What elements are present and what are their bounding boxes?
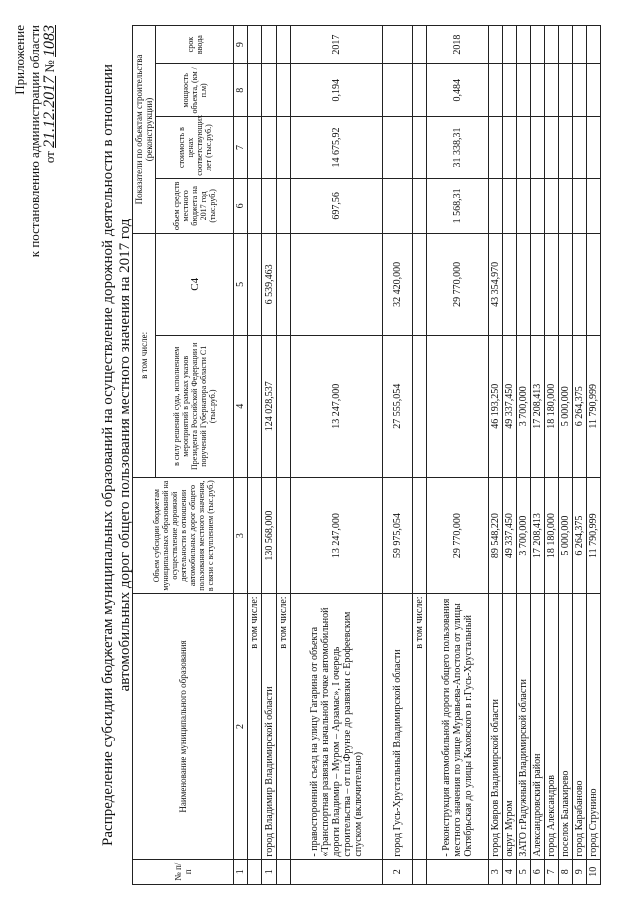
table-row	[531, 26, 545, 885]
subsidy-c1: 18 180,000	[545, 335, 559, 477]
col-term-header: срок ввода	[156, 26, 234, 64]
subsidy-c4	[517, 233, 531, 335]
commissioning-term	[277, 26, 291, 64]
municipality-name: город Карабаново	[573, 594, 587, 859]
commissioning-term	[248, 26, 262, 64]
commissioning-term	[262, 26, 277, 64]
local-budget	[517, 178, 531, 233]
subsidy-c1: 6 264,375	[573, 335, 587, 477]
object-cost	[559, 117, 573, 179]
col-name-header: Наименование муниципального образования	[133, 594, 234, 859]
subsidy-c1: 17 208,413	[531, 335, 545, 477]
local-budget	[383, 178, 413, 233]
local-budget	[531, 178, 545, 233]
col-capacity-header: мощность объекта, (км / п.м)	[156, 64, 234, 117]
col-number: 1	[234, 859, 248, 884]
row-number: 9	[573, 859, 587, 884]
object-cost	[517, 117, 531, 179]
col-number: 2	[234, 594, 248, 859]
municipality-name: город Александров	[545, 594, 559, 859]
subsidy-c4	[587, 233, 601, 335]
object-cost	[531, 117, 545, 179]
subsidy-c4	[531, 233, 545, 335]
col-c4-header: С4	[156, 233, 234, 335]
object-cost	[503, 117, 517, 179]
municipality-name: округ Муром	[503, 594, 517, 859]
commissioning-term	[383, 26, 413, 64]
row-number	[248, 859, 262, 884]
resolution-date-line	[42, 25, 57, 345]
subsidy-c4	[573, 233, 587, 335]
object-cost	[248, 117, 262, 179]
row-number	[413, 859, 427, 884]
municipality-name: Александровский район	[531, 594, 545, 859]
row-number: 7	[545, 859, 559, 884]
row-number: 2	[383, 859, 413, 884]
object-capacity	[262, 64, 277, 117]
table-row	[248, 26, 262, 885]
table-row	[517, 26, 531, 885]
subsidy-c1	[413, 335, 427, 477]
col-local-header: объем средств местного бюджета на 2017 год (тыс.руб.)	[156, 178, 234, 233]
municipality-name: город Ковров Владимирской области	[489, 594, 503, 859]
table-row	[383, 26, 413, 885]
municipality-name: ЗАТО г.Радужный Владимирской области	[517, 594, 531, 859]
subsidy-c1: 5 000,000	[559, 335, 573, 477]
commissioning-term	[559, 26, 573, 64]
col-number: 7	[234, 117, 248, 179]
col-number: 5	[234, 233, 248, 335]
subsidy-volume: 5 000,000	[559, 477, 573, 594]
col-number: 9	[234, 26, 248, 64]
commissioning-term	[573, 26, 587, 64]
subsidy-volume: 13 247,000	[291, 477, 383, 594]
subsidy-c1: 11 790,999	[587, 335, 601, 477]
local-budget	[545, 178, 559, 233]
table-row	[291, 26, 383, 885]
subsidy-c1: 13 247,000	[291, 335, 383, 477]
subsidy-c4	[503, 233, 517, 335]
col-number: 6	[234, 178, 248, 233]
row-number: 1	[262, 859, 277, 884]
municipality-name: город Гусь-Хрустальный Владимирской области	[383, 594, 413, 859]
subsidy-c4	[248, 233, 262, 335]
col-number: 3	[234, 477, 248, 594]
local-budget: 1 568,31	[427, 178, 489, 233]
object-cost: 14 675,92	[291, 117, 383, 179]
subsidy-table	[132, 25, 601, 885]
local-budget	[587, 178, 601, 233]
municipality-name: в том числе:	[277, 594, 291, 859]
subsidy-c1: 27 555,054	[383, 335, 413, 477]
municipality-name: в том числе:	[413, 594, 427, 859]
object-capacity	[248, 64, 262, 117]
col-cost-header: стоимость в ценах соответствующих лет (тыс.руб.)	[156, 117, 234, 179]
object-cost	[545, 117, 559, 179]
local-budget	[413, 178, 427, 233]
object-capacity	[531, 64, 545, 117]
subsidy-c4	[545, 233, 559, 335]
row-number: 4	[503, 859, 517, 884]
resolution-reference: к постановлению администрации области	[27, 25, 42, 258]
subsidy-volume: 29 770,000	[427, 477, 489, 594]
object-capacity	[413, 64, 427, 117]
subsidy-c4: 6 539,463	[262, 233, 277, 335]
subsidy-volume	[277, 477, 291, 594]
subsidy-volume: 18 180,000	[545, 477, 559, 594]
subsidy-c1: 124 028,537	[262, 335, 277, 477]
municipality-name: в том числе:	[248, 594, 262, 859]
object-capacity	[277, 64, 291, 117]
object-capacity	[559, 64, 573, 117]
subsidy-c4	[559, 233, 573, 335]
row-number: 8	[559, 859, 573, 884]
subsidy-volume: 17 208,413	[531, 477, 545, 594]
object-cost	[573, 117, 587, 179]
subsidy-c4: 43 354,970	[489, 233, 503, 335]
table-header	[133, 26, 248, 885]
subsidy-volume	[248, 477, 262, 594]
table-row	[587, 26, 601, 885]
subsidy-volume: 130 568,000	[262, 477, 277, 594]
municipality-name: - Реконструкция автомобильной дороги общего пользования местного значения по улице Муравьева-Апостола от улицы Октябрьская до улицы Каховского в г.Гусь-Хрустальный	[427, 594, 489, 859]
row-number	[291, 859, 383, 884]
row-number: 10	[587, 859, 601, 884]
document-header	[12, 25, 57, 345]
local-budget	[559, 178, 573, 233]
object-capacity	[587, 64, 601, 117]
local-budget	[489, 178, 503, 233]
object-capacity	[573, 64, 587, 117]
municipality-name: поселок Балакирево	[559, 594, 573, 859]
col-number: 4	[234, 335, 248, 477]
table-body	[248, 26, 601, 885]
object-capacity: 0,484	[427, 64, 489, 117]
table-row	[503, 26, 517, 885]
column-number-row	[234, 26, 248, 885]
row-number: 6	[531, 859, 545, 884]
commissioning-term	[531, 26, 545, 64]
object-cost	[587, 117, 601, 179]
table-row	[427, 26, 489, 885]
table-row	[277, 26, 291, 885]
subsidy-c1	[427, 335, 489, 477]
object-cost	[489, 117, 503, 179]
subsidy-c1: 46 193,250	[489, 335, 503, 477]
commissioning-term	[503, 26, 517, 64]
subsidy-c4: 32 420,000	[383, 233, 413, 335]
object-cost	[413, 117, 427, 179]
col-volume-header: Объем субсидии бюджетам муниципальных образований на осуществление дорожной деятельности в отношении автомобильных дорог общего пользования местного значения, в связи с вступлением (тыс.руб.)	[133, 477, 234, 594]
col-indicators-header: Показатели по объектам строительства (реконструкции)	[133, 26, 156, 234]
table-row	[489, 26, 503, 885]
table-row	[262, 26, 277, 885]
subsidy-volume: 6 264,375	[573, 477, 587, 594]
commissioning-term	[489, 26, 503, 64]
object-capacity	[503, 64, 517, 117]
row-number	[277, 859, 291, 884]
appendix-label: Приложение	[12, 25, 27, 95]
subsidy-c4: 29 770,000	[427, 233, 489, 335]
col-c1-header: в силу решений суда, исполнением мероприятий в рамках указов Президента Российской Федерации и поручений Губернатора области С1 (тыс.руб.)	[156, 335, 234, 477]
commissioning-term	[545, 26, 559, 64]
object-cost: 31 338,31	[427, 117, 489, 179]
local-budget: 697,56	[291, 178, 383, 233]
municipality-name: город Струнино	[587, 594, 601, 859]
subsidy-c4	[291, 233, 383, 335]
resolution-date: 21.12.2017	[41, 75, 58, 148]
local-budget	[248, 178, 262, 233]
table-row	[413, 26, 427, 885]
object-capacity	[517, 64, 531, 117]
subsidy-c1: 49 337,450	[503, 335, 517, 477]
subsidy-volume: 11 790,999	[587, 477, 601, 594]
commissioning-term	[413, 26, 427, 64]
object-cost	[277, 117, 291, 179]
subsidy-c4	[413, 233, 427, 335]
commissioning-term	[517, 26, 531, 64]
municipality-name: город Владимир Владимирской области	[262, 594, 277, 859]
subsidy-c1: 3 700,000	[517, 335, 531, 477]
subsidy-volume: 89 548,220	[489, 477, 503, 594]
object-capacity	[383, 64, 413, 117]
object-capacity	[489, 64, 503, 117]
object-cost	[383, 117, 413, 179]
subsidy-volume: 59 975,054	[383, 477, 413, 594]
resolution-number: 1083	[41, 25, 58, 57]
object-capacity: 0,194	[291, 64, 383, 117]
subsidy-volume: 3 700,000	[517, 477, 531, 594]
local-budget	[262, 178, 277, 233]
subsidy-volume	[413, 477, 427, 594]
table-row	[559, 26, 573, 885]
document-title: Распределение субсидии бюджетам муниципальных образований на осуществление дорожной деятельности в отношении автомобильных дорог общего пользования местного значения на 2017 год	[100, 64, 133, 846]
col-num-header: № п/п	[133, 859, 234, 884]
local-budget	[277, 178, 291, 233]
row-number	[427, 859, 489, 884]
col-incl-header: в том числе:	[133, 233, 156, 477]
municipality-name: - правосторонний съезд на улицу Гагарина от объекта «Транспортная развязка в начальной точке автомобильной дороги Владимир – Муром – Арзамас», I очередь строительства – от пл.Фрунзе до развязки с Ерофеевским спуском (включительно)	[291, 594, 383, 859]
commissioning-term: 2017	[291, 26, 383, 64]
local-budget	[503, 178, 517, 233]
table-row	[545, 26, 559, 885]
subsidy-c1	[277, 335, 291, 477]
number-sign: №	[42, 60, 57, 73]
commissioning-term: 2018	[427, 26, 489, 64]
object-cost	[262, 117, 277, 179]
subsidy-c4	[277, 233, 291, 335]
row-number: 3	[489, 859, 503, 884]
local-budget	[573, 178, 587, 233]
date-prefix: от	[42, 151, 57, 164]
table-row	[573, 26, 587, 885]
subsidy-volume: 49 337,450	[503, 477, 517, 594]
col-number: 8	[234, 64, 248, 117]
commissioning-term	[587, 26, 601, 64]
row-number: 5	[517, 859, 531, 884]
subsidy-c1	[248, 335, 262, 477]
object-capacity	[545, 64, 559, 117]
